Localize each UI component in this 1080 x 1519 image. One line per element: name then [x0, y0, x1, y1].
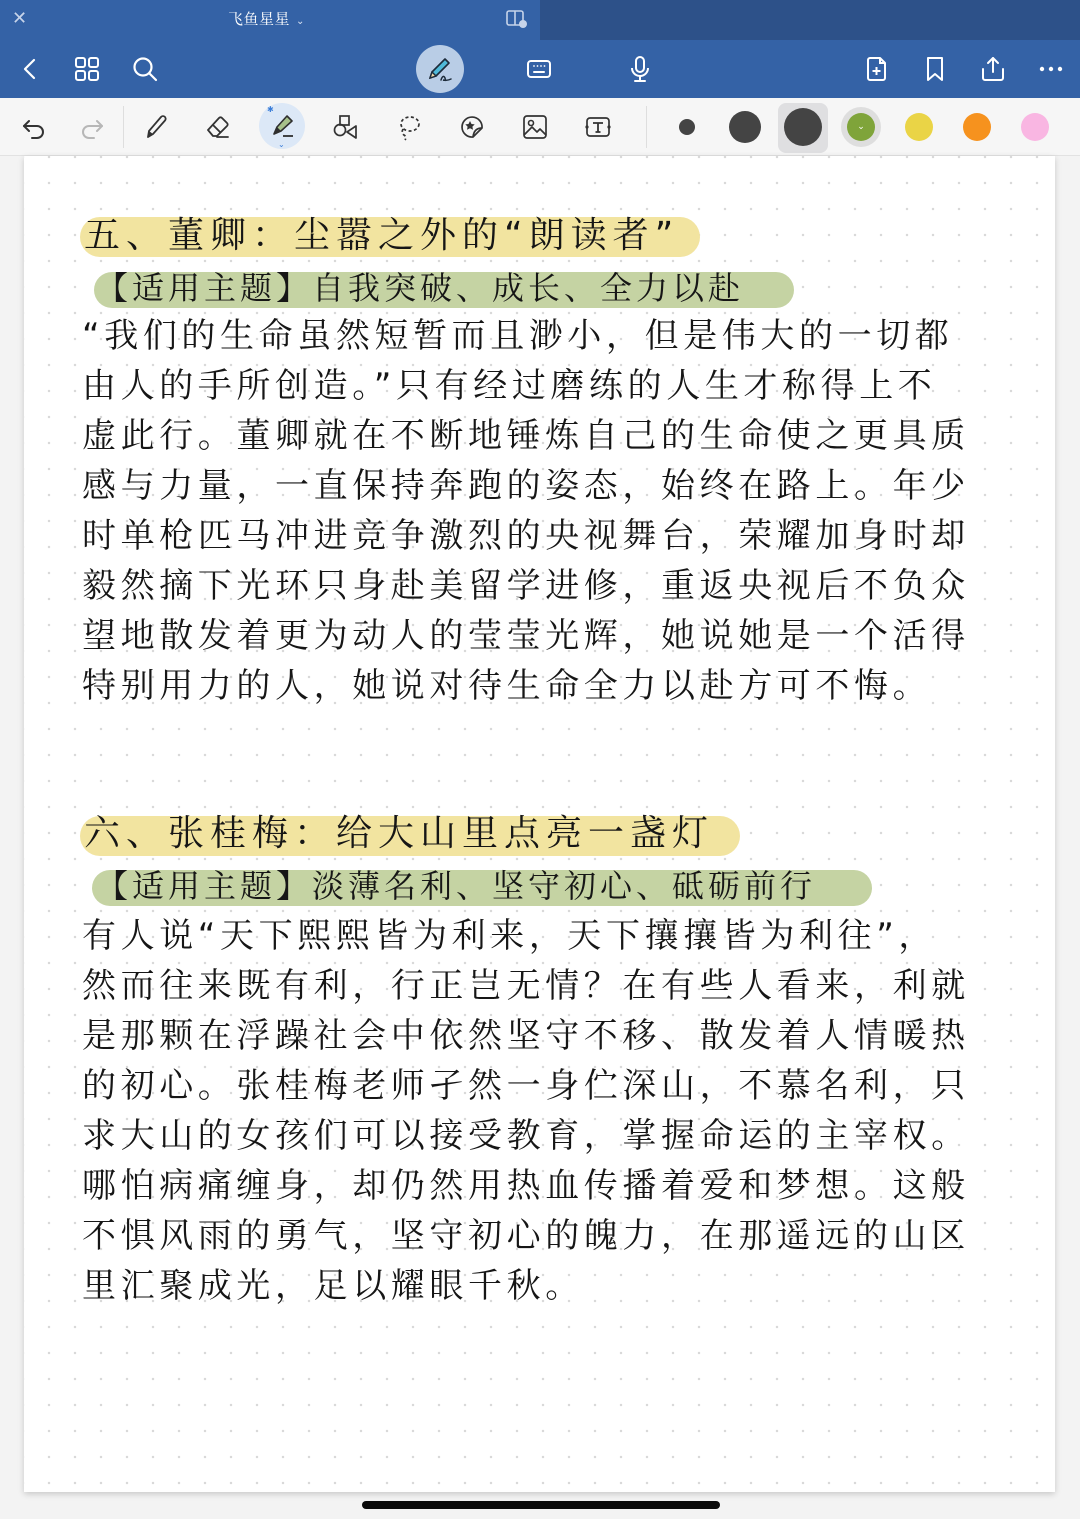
size-thin-button[interactable] [679, 119, 695, 135]
undo-button[interactable] [13, 106, 55, 148]
image-tool[interactable] [514, 106, 556, 148]
color-orange-button[interactable] [963, 113, 991, 141]
shapes-icon [331, 113, 359, 141]
body-line: 有人说“天下熙熙皆为利来，天下攘攘皆为利往”， [82, 916, 938, 956]
microphone-icon [626, 55, 654, 83]
undo-icon [20, 113, 48, 141]
nav-bar [0, 40, 1080, 98]
toolbar-divider [646, 106, 647, 148]
search-icon [131, 55, 159, 83]
home-indicator[interactable] [362, 1501, 720, 1509]
share-button[interactable] [975, 51, 1011, 87]
size-medium-button[interactable] [729, 111, 761, 143]
body-line: “我们的生命虽然短暂而且渺小，但是伟大的一切都 [82, 316, 954, 356]
grid-icon [73, 55, 101, 83]
highlighter-tool[interactable] [259, 103, 305, 149]
more-icon [1037, 55, 1065, 83]
body-line: 不惧风雨的勇气，坚守初心的魄力，在那遥远的山区 [82, 1216, 970, 1256]
search-button[interactable] [127, 51, 163, 87]
text-box-icon [584, 113, 612, 141]
chevron-left-icon [16, 55, 44, 83]
redo-button[interactable] [71, 106, 113, 148]
body-line: 望地散发着更为动人的莹莹光辉，她说她是一个活得 [82, 616, 970, 656]
microphone-button[interactable] [622, 51, 658, 87]
section-theme: 【适用主题】自我突破、成长、全力以赴 [96, 269, 745, 307]
pencil-signature-icon [424, 53, 456, 85]
sticker-tool[interactable] [451, 106, 493, 148]
keyboard-button[interactable] [521, 51, 557, 87]
section-theme: 【适用主题】淡薄名利、坚守初心、砥砺前行 [96, 867, 817, 905]
text-tool[interactable] [577, 106, 619, 148]
section-title: 五、董卿：尘嚣之外的“朗读者” [84, 215, 680, 256]
highlighter-icon [268, 112, 296, 140]
note-page[interactable] [24, 156, 1055, 1492]
grid-button[interactable] [69, 51, 105, 87]
toolbar-divider [123, 106, 124, 148]
notebook-title-text: 飞鱼星星 [228, 10, 291, 28]
split-view-icon[interactable] [506, 9, 528, 29]
shapes-tool[interactable] [324, 106, 366, 148]
keyboard-icon [525, 55, 553, 83]
sticker-icon [458, 113, 486, 141]
size-thick-button[interactable] [784, 108, 822, 146]
color-green-button[interactable] [841, 107, 881, 147]
image-icon [521, 113, 549, 141]
eraser-icon [204, 113, 232, 141]
close-icon[interactable]: ✕ [12, 8, 28, 29]
lasso-tool[interactable] [388, 106, 430, 148]
body-line: 特别用力的人，她说对待生命全力以赴方可不悔。 [82, 666, 932, 706]
body-line: 是那颗在浮躁社会中依然坚守不移、散发着人情暖热 [82, 1016, 970, 1056]
body-line: 里汇聚成光，足以耀眼千秋。 [82, 1266, 584, 1306]
back-button[interactable] [12, 51, 48, 87]
bluetooth-icon: ✱ [267, 105, 274, 114]
section-title: 六、张桂梅：给大山里点亮一盏灯 [84, 813, 715, 854]
title-bar [0, 0, 1080, 40]
pen-icon [142, 113, 170, 141]
body-line: 由人的手所创造。”只有经过磨练的人生才称得上不 [82, 366, 937, 406]
body-line: 然而往来既有利，行正岂无情？在有些人看来，利就 [82, 966, 970, 1006]
more-button[interactable] [1033, 51, 1069, 87]
chevron-down-icon: ⌄ [278, 140, 285, 149]
color-yellow-button[interactable] [905, 113, 933, 141]
bookmark-icon [921, 55, 949, 83]
chevron-down-icon: ⌄ [296, 16, 305, 27]
lasso-icon [395, 113, 423, 141]
pen-tool[interactable] [135, 106, 177, 148]
share-icon [979, 55, 1007, 83]
body-line: 虚此行。董卿就在不断地锤炼自己的生命使之更具质 [82, 416, 970, 456]
body-line: 的初心。张桂梅老师孑然一身伫深山，不慕名利，只 [82, 1066, 970, 1106]
color-pink-button[interactable] [1021, 113, 1049, 141]
notebook-title[interactable] [228, 9, 305, 32]
add-page-icon [863, 55, 891, 83]
chevron-down-icon: ⌄ [847, 113, 875, 141]
body-line: 时单枪匹马冲进竞争激烈的央视舞台，荣耀加身时却 [82, 516, 970, 556]
body-line: 求大山的女孩们可以接受教育，掌握命运的主宰权。 [82, 1116, 970, 1156]
redo-icon [78, 113, 106, 141]
add-page-button[interactable] [859, 51, 895, 87]
body-line: 哪怕病痛缠身，却仍然用热血传播着爱和梦想。这般 [82, 1166, 970, 1206]
body-line: 感与力量，一直保持奔跑的姿态，始终在路上。年少 [82, 466, 970, 506]
pen-mode-button[interactable] [416, 45, 464, 93]
body-line: 毅然摘下光环只身赴美留学进修，重返央视后不负众 [82, 566, 970, 606]
eraser-tool[interactable] [197, 106, 239, 148]
bookmark-button[interactable] [917, 51, 953, 87]
